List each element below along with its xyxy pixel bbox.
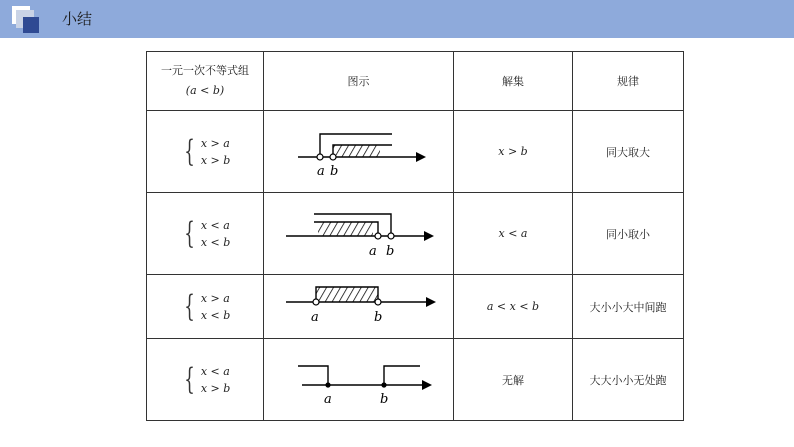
label-a: a: [324, 392, 332, 407]
point-a-marker: [325, 382, 330, 387]
label-b: b: [330, 164, 339, 179]
point-a-marker: [317, 154, 323, 160]
summary-table: [146, 51, 684, 421]
table-row: [147, 339, 684, 421]
point-b-marker: [381, 382, 386, 387]
arrow-icon: [422, 380, 432, 390]
page-title: 小结: [62, 10, 93, 28]
inequality-system: { x < a x > b: [147, 339, 264, 421]
number-line-svg: [264, 275, 453, 335]
logo-squares-icon: [12, 6, 40, 34]
rule-text: 同大取大: [573, 111, 684, 193]
inequality-system: { x > a x > b: [147, 111, 264, 193]
label-b: b: [374, 310, 383, 325]
rule-text: 大小小大中间跑: [573, 275, 684, 339]
number-line-svg: [264, 111, 453, 189]
brace-icon: {: [184, 215, 195, 251]
table-row: [147, 275, 684, 339]
header-solution-set: 解集: [454, 52, 573, 111]
brace-icon: {: [184, 288, 195, 324]
solution-set: x > b: [454, 111, 573, 193]
inequality-system: { x < a x < b: [147, 193, 264, 275]
inequality-system: { x > a x < b: [147, 275, 264, 339]
label-a: a: [311, 310, 319, 325]
solution-set: 无解: [454, 339, 573, 421]
number-line-diagram: [264, 339, 454, 421]
header-bar: [0, 0, 794, 38]
point-a-marker: [375, 233, 381, 239]
rule-text: 同小取小: [573, 193, 684, 275]
label-b: b: [380, 392, 389, 407]
number-line-diagram: [264, 111, 454, 193]
number-line-svg: [264, 339, 453, 417]
arrow-icon: [416, 152, 426, 162]
point-b-marker: [330, 154, 336, 160]
label-b: b: [386, 244, 395, 259]
label-a: a: [369, 244, 377, 259]
number-line-diagram: [264, 193, 454, 275]
header-inequality-system: 一元一次不等式组 (a < b): [147, 52, 264, 111]
rule-text: 大大小小无处跑: [573, 339, 684, 421]
table-header-row: [147, 52, 684, 111]
point-b-marker: [375, 299, 381, 305]
table-row: [147, 111, 684, 193]
number-line-diagram: [264, 275, 454, 339]
header-diagram: 图示: [264, 52, 454, 111]
solution-set: x < a: [454, 193, 573, 275]
header-rule: 规律: [573, 52, 684, 111]
table-row: [147, 193, 684, 275]
brace-icon: {: [184, 133, 195, 169]
brace-icon: {: [184, 361, 195, 397]
solution-set: a < x < b: [454, 275, 573, 339]
point-a-marker: [313, 299, 319, 305]
number-line-svg: [264, 193, 453, 271]
label-a: a: [317, 164, 325, 179]
arrow-icon: [426, 297, 436, 307]
point-b-marker: [388, 233, 394, 239]
arrow-icon: [424, 231, 434, 241]
